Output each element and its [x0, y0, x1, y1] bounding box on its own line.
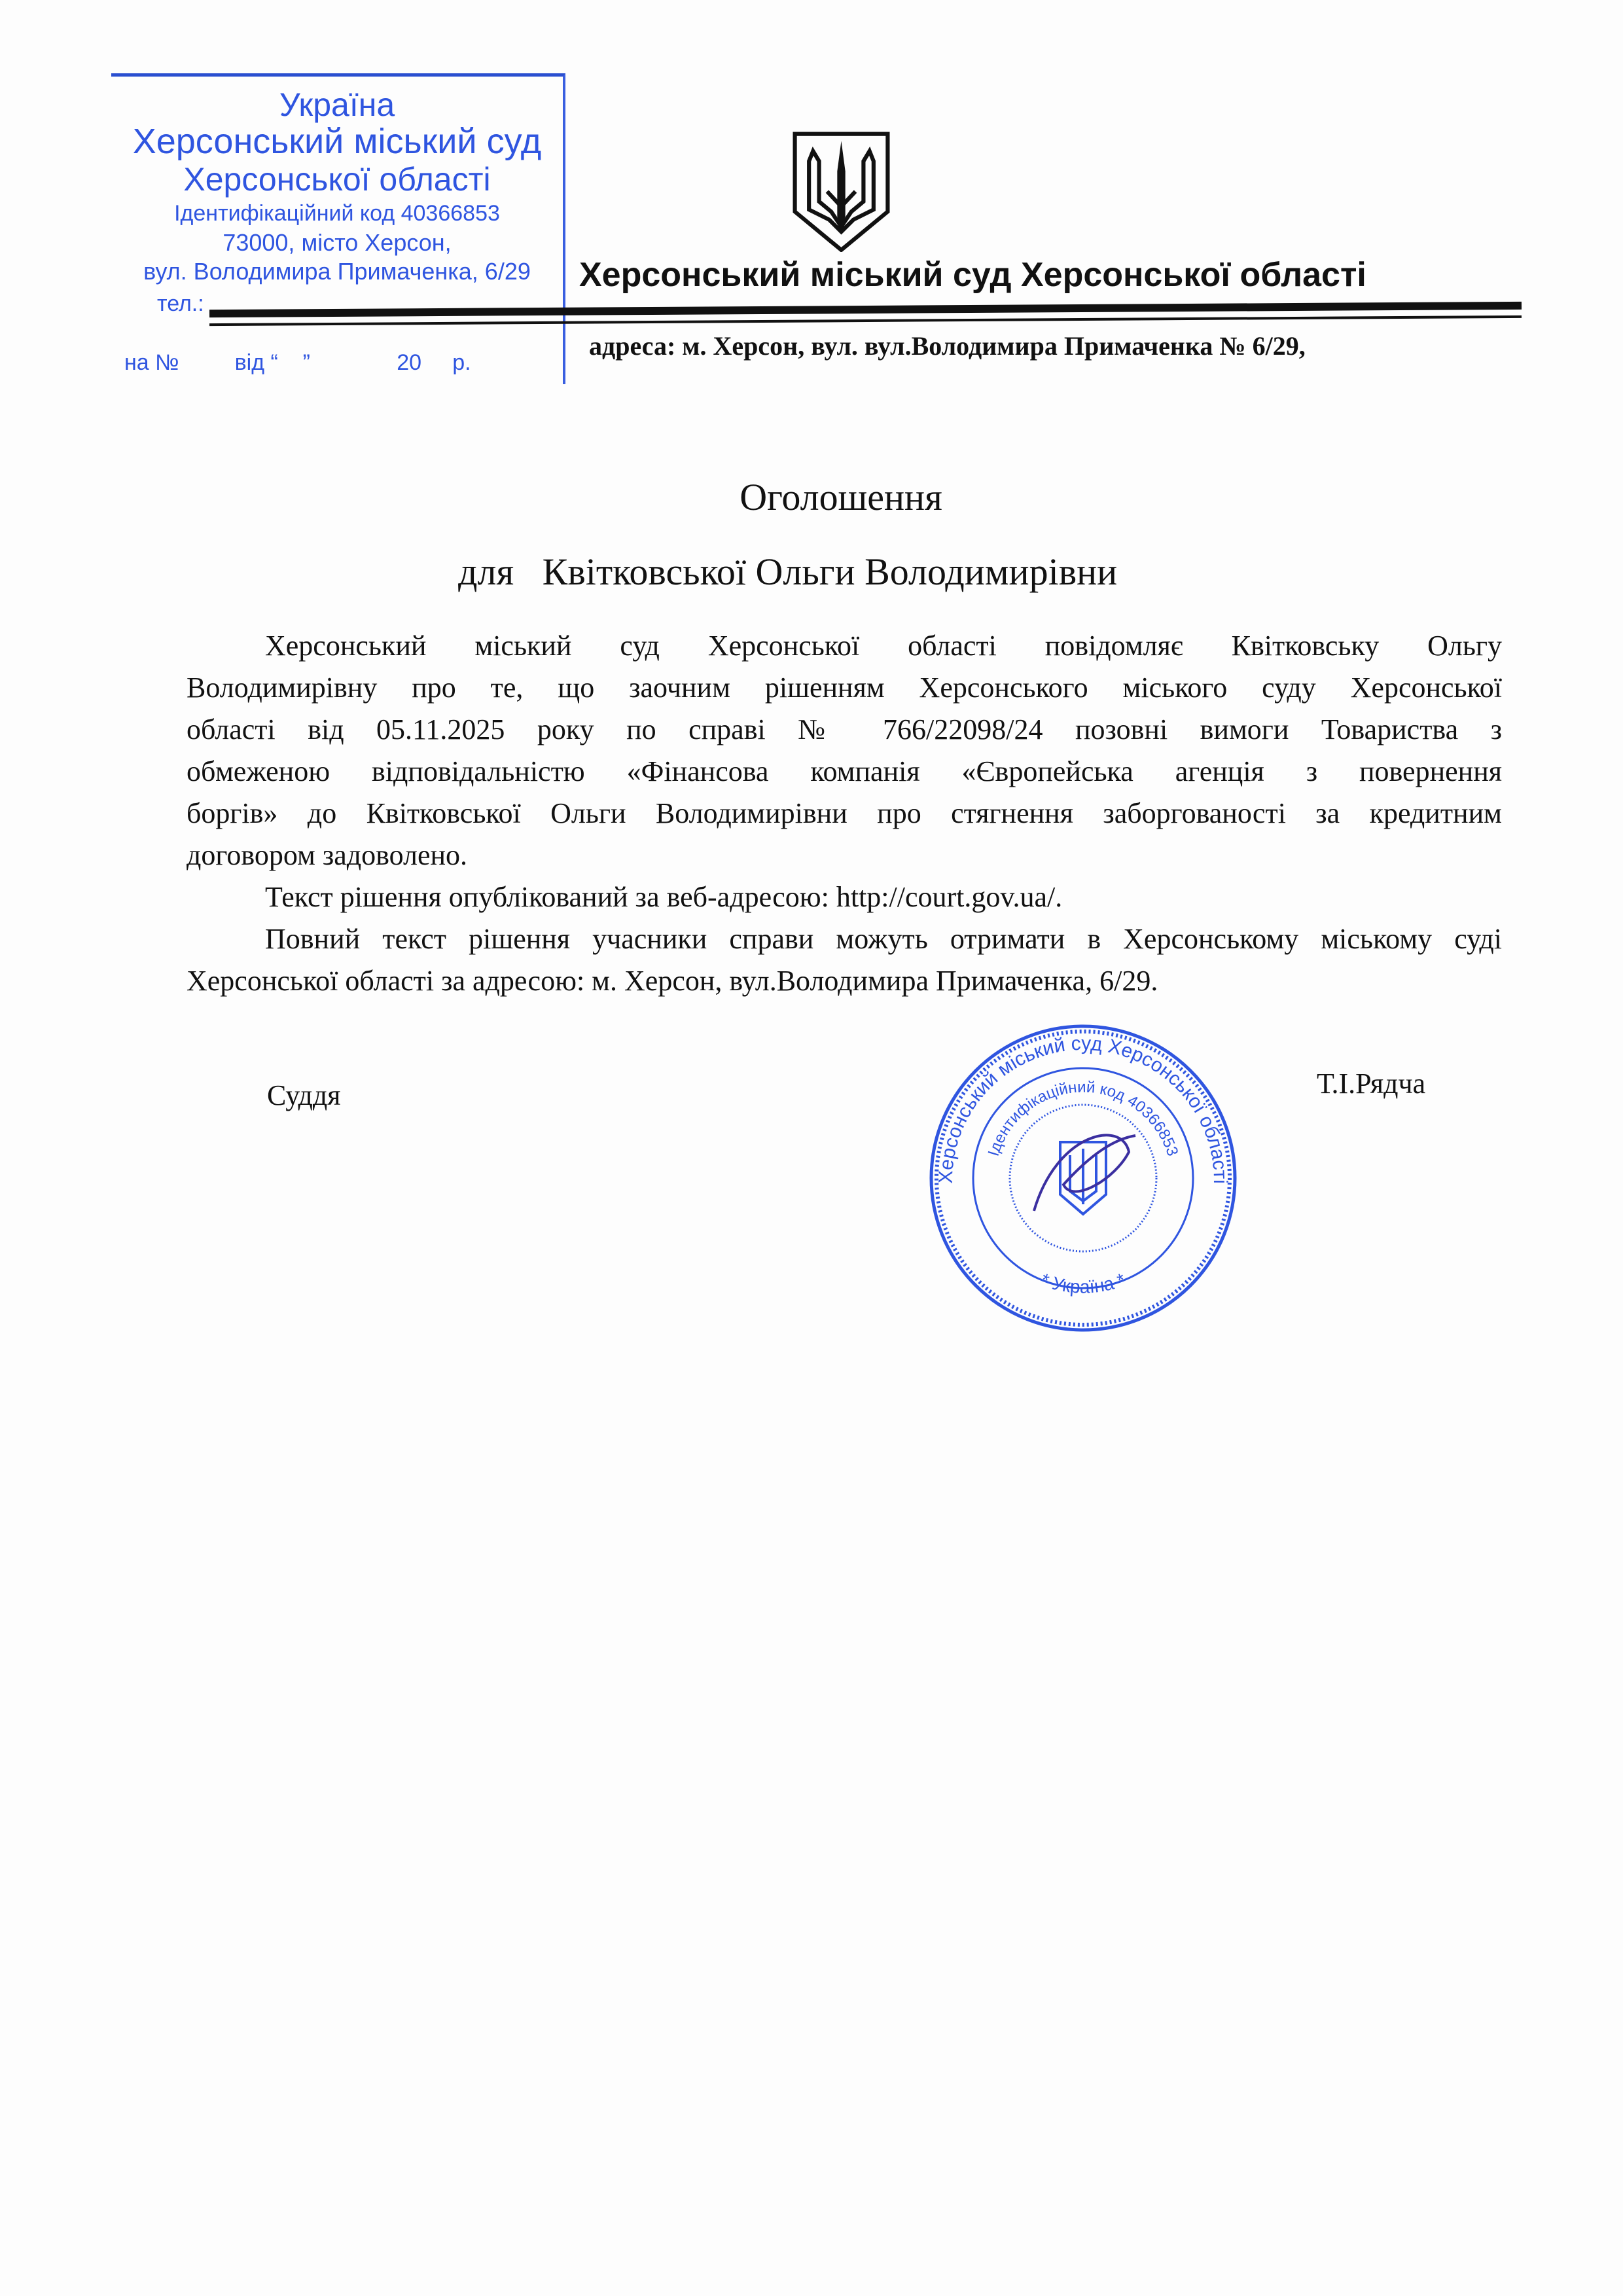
- stamp-tel-label: тел.:: [157, 291, 204, 316]
- court-header-title: Херсонський міський суд Херсонської області: [579, 256, 1366, 294]
- judge-label: Суддя: [267, 1079, 341, 1111]
- svg-text:Ідентифікаційний код 40366853: [985, 1079, 1182, 1158]
- document-title: Оголошення: [740, 476, 942, 518]
- body-line: області від 05.11.2025 року по справі № 766/22098/24 позовні вимоги Товариства з: [187, 713, 1502, 745]
- body-line: боргів» до Квітковської Ольги Володимирівни про стягнення заборгованості за кредитним: [187, 797, 1502, 829]
- body-line: Херсонської області за адресою: м. Херсон, вул.Володимира Примаченка, 6/29.: [187, 965, 1158, 997]
- trident-emblem-icon: [791, 131, 892, 252]
- document-body: [187, 625, 1502, 1002]
- body-line: обмеженою відповідальністю «Фінансова компанія «Європейська агенція з повернення: [187, 755, 1502, 787]
- seal-inner-text: Ідентифікаційний код 40366853: [984, 1078, 1182, 1158]
- body-line: Володимирівну про те, що заочним рішенням Херсонського міського суду Херсонської: [187, 672, 1502, 704]
- seal-outer-text: Херсонський міський суд Херсонської області: [935, 1032, 1232, 1184]
- stamp-region: Херсонської області: [183, 161, 491, 198]
- stamp-ref: на № від “ ” 20 р.: [124, 350, 471, 375]
- judge-name: Т.І.Рядча: [1317, 1067, 1426, 1100]
- body-line: Повний текст рішення учасники справи можуть отримати в Херсонському міському суді: [265, 923, 1502, 955]
- svg-text:* Україна *: [1038, 1269, 1128, 1297]
- stamp-id-code: Ідентифікаційний код 40366853: [174, 201, 500, 226]
- stamp-country: Україна: [279, 86, 395, 123]
- stamp-court: Херсонський міський суд: [132, 122, 542, 161]
- round-court-seal: [926, 1021, 1240, 1335]
- stamp-city: 73000, місто Херсон,: [223, 229, 452, 256]
- stamp-street: вул. Володимира Примаченка, 6/29: [143, 258, 531, 285]
- court-address: адреса: м. Херсон, вул. вул.Володимира Примаченка № 6/29,: [589, 331, 1306, 361]
- body-line: договором задоволено.: [187, 839, 468, 871]
- publication-notice: Текст рішення опублікований за веб-адресою: http://court.gov.ua/.: [265, 881, 1063, 913]
- corner-stamp: [111, 73, 565, 384]
- body-line: Херсонський міський суд Херсонської області повідомляє Квітковську Ольгу: [265, 630, 1502, 662]
- document-addressee: для Квітковської Ольги Володимирівни: [458, 550, 1118, 593]
- seal-bottom-text: * Україна *: [1038, 1269, 1128, 1297]
